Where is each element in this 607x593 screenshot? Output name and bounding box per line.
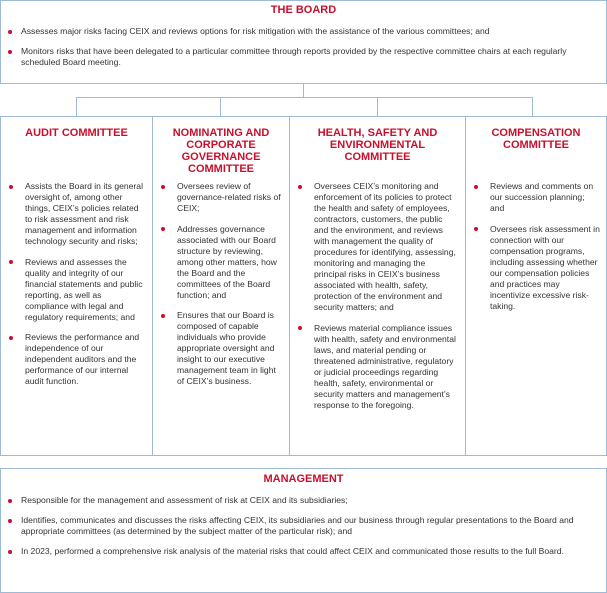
list-item: In 2023, performed a comprehensive risk analysis of the material risks that could affect CEIX and communicated those results to the full Board. xyxy=(1,546,596,557)
management-box xyxy=(0,468,607,593)
list-item: Reviews and comments on our succession planning; and xyxy=(466,181,606,214)
list-item: Assists the Board in its general oversight of, among other things, CEIX’s policies related to risk assessment and risk management and information technology security and risks; xyxy=(1,181,152,247)
nominating-committee-list xyxy=(153,181,289,387)
nominating-committee-title: NOMINATING AND CORPORATE GOVERNANCE COMMITTEE xyxy=(172,127,270,175)
list-item: Reviews material compliance issues with health, safety and environmental laws, and material pending or threatened administrative, regulatory or judicial proceedings regarding health, safety, environmental or security matters and management’s response to the foregoing. xyxy=(290,323,465,411)
compensation-committee-box xyxy=(465,116,607,456)
management-list xyxy=(1,495,606,557)
list-item: Reviews and assesses the quality and integrity of our financial statements and public reporting, as well as compliance with legal and regulatory requirements; and xyxy=(1,257,152,323)
compensation-committee-list xyxy=(466,181,606,312)
audit-committee-title: AUDIT COMMITTEE xyxy=(25,127,128,139)
list-item: Reviews the performance and independence of our independent auditors and the performance of our internal audit function. xyxy=(1,332,152,387)
board-box xyxy=(0,0,607,84)
list-item: Oversees risk assessment in connection with our compensation programs, including assessing whether our compensation policies and practices may incentivize excessive risk-taking. xyxy=(466,224,606,312)
list-item: Identifies, communicates and discusses the risks affecting CEIX, its subsidiaries and our business through regular presentations to the Board and appropriate committees (as determined by the subject matter of the particular risk); and xyxy=(1,515,596,537)
audit-committee-list xyxy=(1,181,152,387)
connector-horizontal xyxy=(76,97,532,98)
audit-committee-box xyxy=(0,116,153,456)
board-title: THE BOARD xyxy=(270,4,337,16)
management-title: MANAGEMENT xyxy=(263,473,344,485)
board-list xyxy=(1,26,606,68)
connector-compensation xyxy=(532,97,533,116)
health-safety-committee-list xyxy=(290,181,465,411)
list-item: Responsible for the management and assessment of risk at CEIX and its subsidiaries; xyxy=(1,495,596,506)
connector-audit xyxy=(76,97,77,116)
connector-nominating xyxy=(220,97,221,116)
health-safety-committee-title: HEALTH, SAFETY AND ENVIRONMENTAL COMMITTEE xyxy=(317,127,438,163)
list-item: Oversees review of governance-related risks of CEIX; xyxy=(153,181,289,214)
nominating-committee-box xyxy=(152,116,290,456)
compensation-committee-title: COMPENSATION COMMITTEE xyxy=(491,127,581,151)
list-item: Addresses governance associated with our Board structure by reviewing, among other matters, how the Board and the committees of the Board function; and xyxy=(153,224,289,301)
list-item: Monitors risks that have been delegated to a particular committee through reports provided by the respective committee chairs at each regularly scheduled Board meeting. xyxy=(1,46,596,68)
list-item: Oversees CEIX’s monitoring and enforcement of its policies to protect the health and safety of employees, contractors, customers, the public and the environment, and reviews with management the quality of procedures for identifying, assessing, monitoring and managing the principal risks in CEIX’s business associated with health, safety, protection of the environment and security matters; and xyxy=(290,181,465,313)
connector-health xyxy=(377,97,378,116)
list-item: Ensures that our Board is composed of capable individuals who provide appropriate oversight and insight to our executive management team in light of CEIX’s business. xyxy=(153,310,289,387)
health-safety-committee-box xyxy=(289,116,466,456)
list-item: Assesses major risks facing CEIX and reviews options for risk mitigation with the assistance of the various committees; and xyxy=(1,26,596,37)
connector-board-trunk xyxy=(303,84,304,98)
